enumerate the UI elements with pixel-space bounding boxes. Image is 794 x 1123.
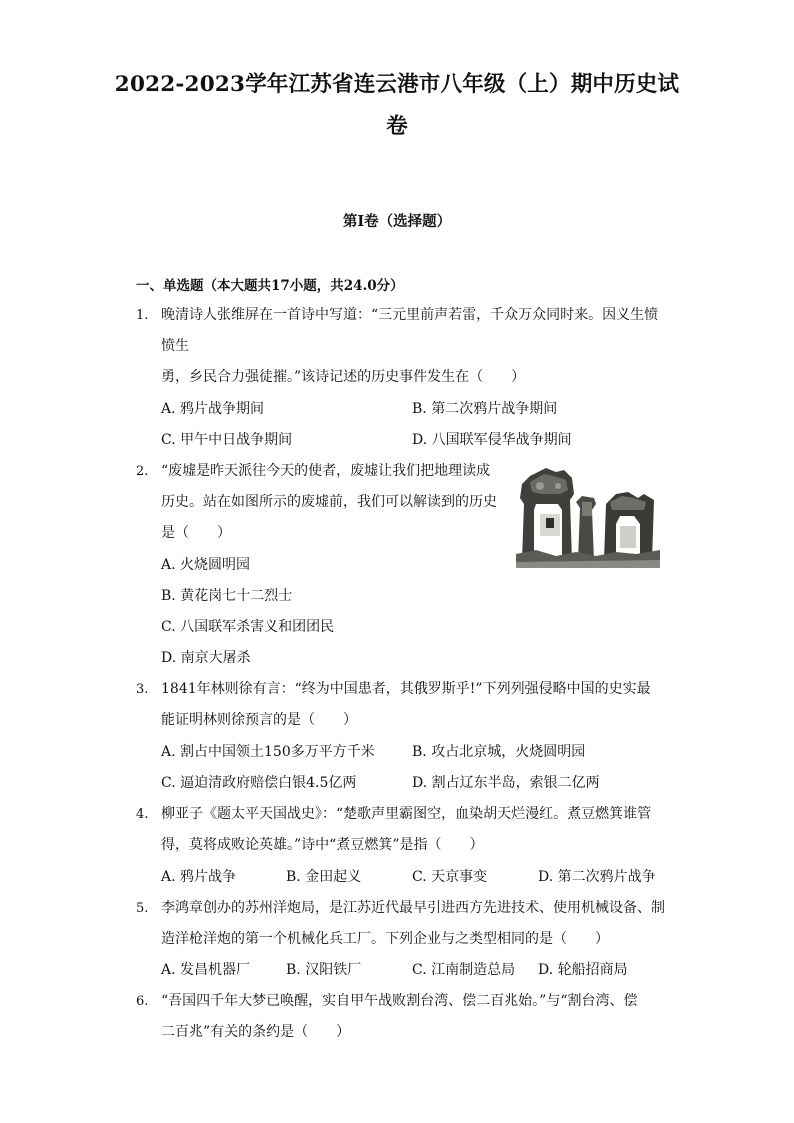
question-text: 能证明林则徐预言的是（ ） [161,712,357,728]
ruins-photo [516,464,660,568]
option-b[interactable]: B. 金田起义 [286,869,362,885]
option-b[interactable]: B. 第二次鸦片战争期间 [412,401,558,417]
question-text: 勇，乡民合力强徒摧。”该诗记述的历史事件发生在（ ） [161,369,526,385]
option-c[interactable]: C. 江南制造总局 [412,962,516,978]
question-text: 造洋枪洋炮的第一个机械化兵工厂。下列企业与之类型相同的是（ ） [161,931,609,947]
question-number: 6. [136,994,149,1009]
option-d[interactable]: D. 第二次鸦片战争 [538,869,656,885]
question-text: 晚清诗人张维屏在一首诗中写道：“三元里前声若雷，千众万众同时来。因义生愤 [161,307,659,323]
question-text: 得，莫将成败论英雄。”诗中“煮豆燃箕”是指（ ） [161,837,484,853]
question-text: “废墟是昨天派往今天的使者，废墟让我们把地理读成 [161,463,491,479]
option-a[interactable]: A. 鸦片战争 [161,869,237,885]
question-text: “吾国四千年大梦已唤醒，实自甲午战败割台湾、偿二百兆始。”与“割台湾、偿 [161,993,638,1009]
question-text: 二百兆”有关的条约是（ ） [161,1024,351,1040]
option-b[interactable]: B. 黄花岗七十二烈士 [161,588,293,604]
option-d[interactable]: D. 八国联军侵华战争期间 [412,432,572,448]
option-c[interactable]: C. 甲午中日战争期间 [161,432,293,448]
question-number: 1. [136,308,149,323]
option-a[interactable]: A. 鸦片战争期间 [161,401,265,417]
option-a[interactable]: A. 火烧圆明园 [161,557,251,573]
question-text: 柳亚子《题太平天国战史》：“楚歌声里霸图空，血染胡天烂漫红。煮豆燃箕谁管 [161,806,652,822]
option-c[interactable]: C. 八国联军杀害义和团团民 [161,619,335,635]
option-d[interactable]: D. 割占辽东半岛，索银二亿两 [412,775,600,791]
question-text: 李鸿章创办的苏州洋炮局，是江苏近代最早引进西方先进技术、使用机械设备、制 [161,900,665,916]
question-text: 历史。站在如图所示的废墟前，我们可以解读到的历史 [161,494,497,510]
part-heading: 一、单选题（本大题共17小题，共24.0分） [136,278,404,294]
option-c[interactable]: C. 逼迫清政府赔偿白银4.5亿两 [161,775,357,791]
question-number: 2. [136,464,149,479]
option-c[interactable]: C. 天京事变 [412,869,488,885]
option-b[interactable]: B. 汉阳铁厂 [286,962,362,978]
option-b[interactable]: B. 攻占北京城，火烧圆明园 [412,744,586,760]
option-a[interactable]: A. 割占中国领土150多万平方千米 [161,744,375,760]
option-a[interactable]: A. 发昌机器厂 [161,962,251,978]
question-text: 愤生 [161,338,189,354]
page-title-line-1: 2022-2023学年江苏省连云港市八年级（上）期中历史试 [114,72,680,97]
section-title: 第I卷（选择题） [342,213,452,230]
option-d[interactable]: D. 南京大屠杀 [161,650,251,666]
question-number: 5. [136,901,149,916]
page-title-line-2: 卷 [386,114,408,139]
option-d[interactable]: D. 轮船招商局 [538,962,628,978]
question-number: 4. [136,807,149,822]
question-text: 是（ ） [161,525,231,541]
question-number: 3. [136,682,149,697]
question-text: 1841年林则徐有言：“终为中国患者，其俄罗斯乎!”下列列强侵略中国的史实最 [161,681,651,697]
page-title [60,64,734,148]
